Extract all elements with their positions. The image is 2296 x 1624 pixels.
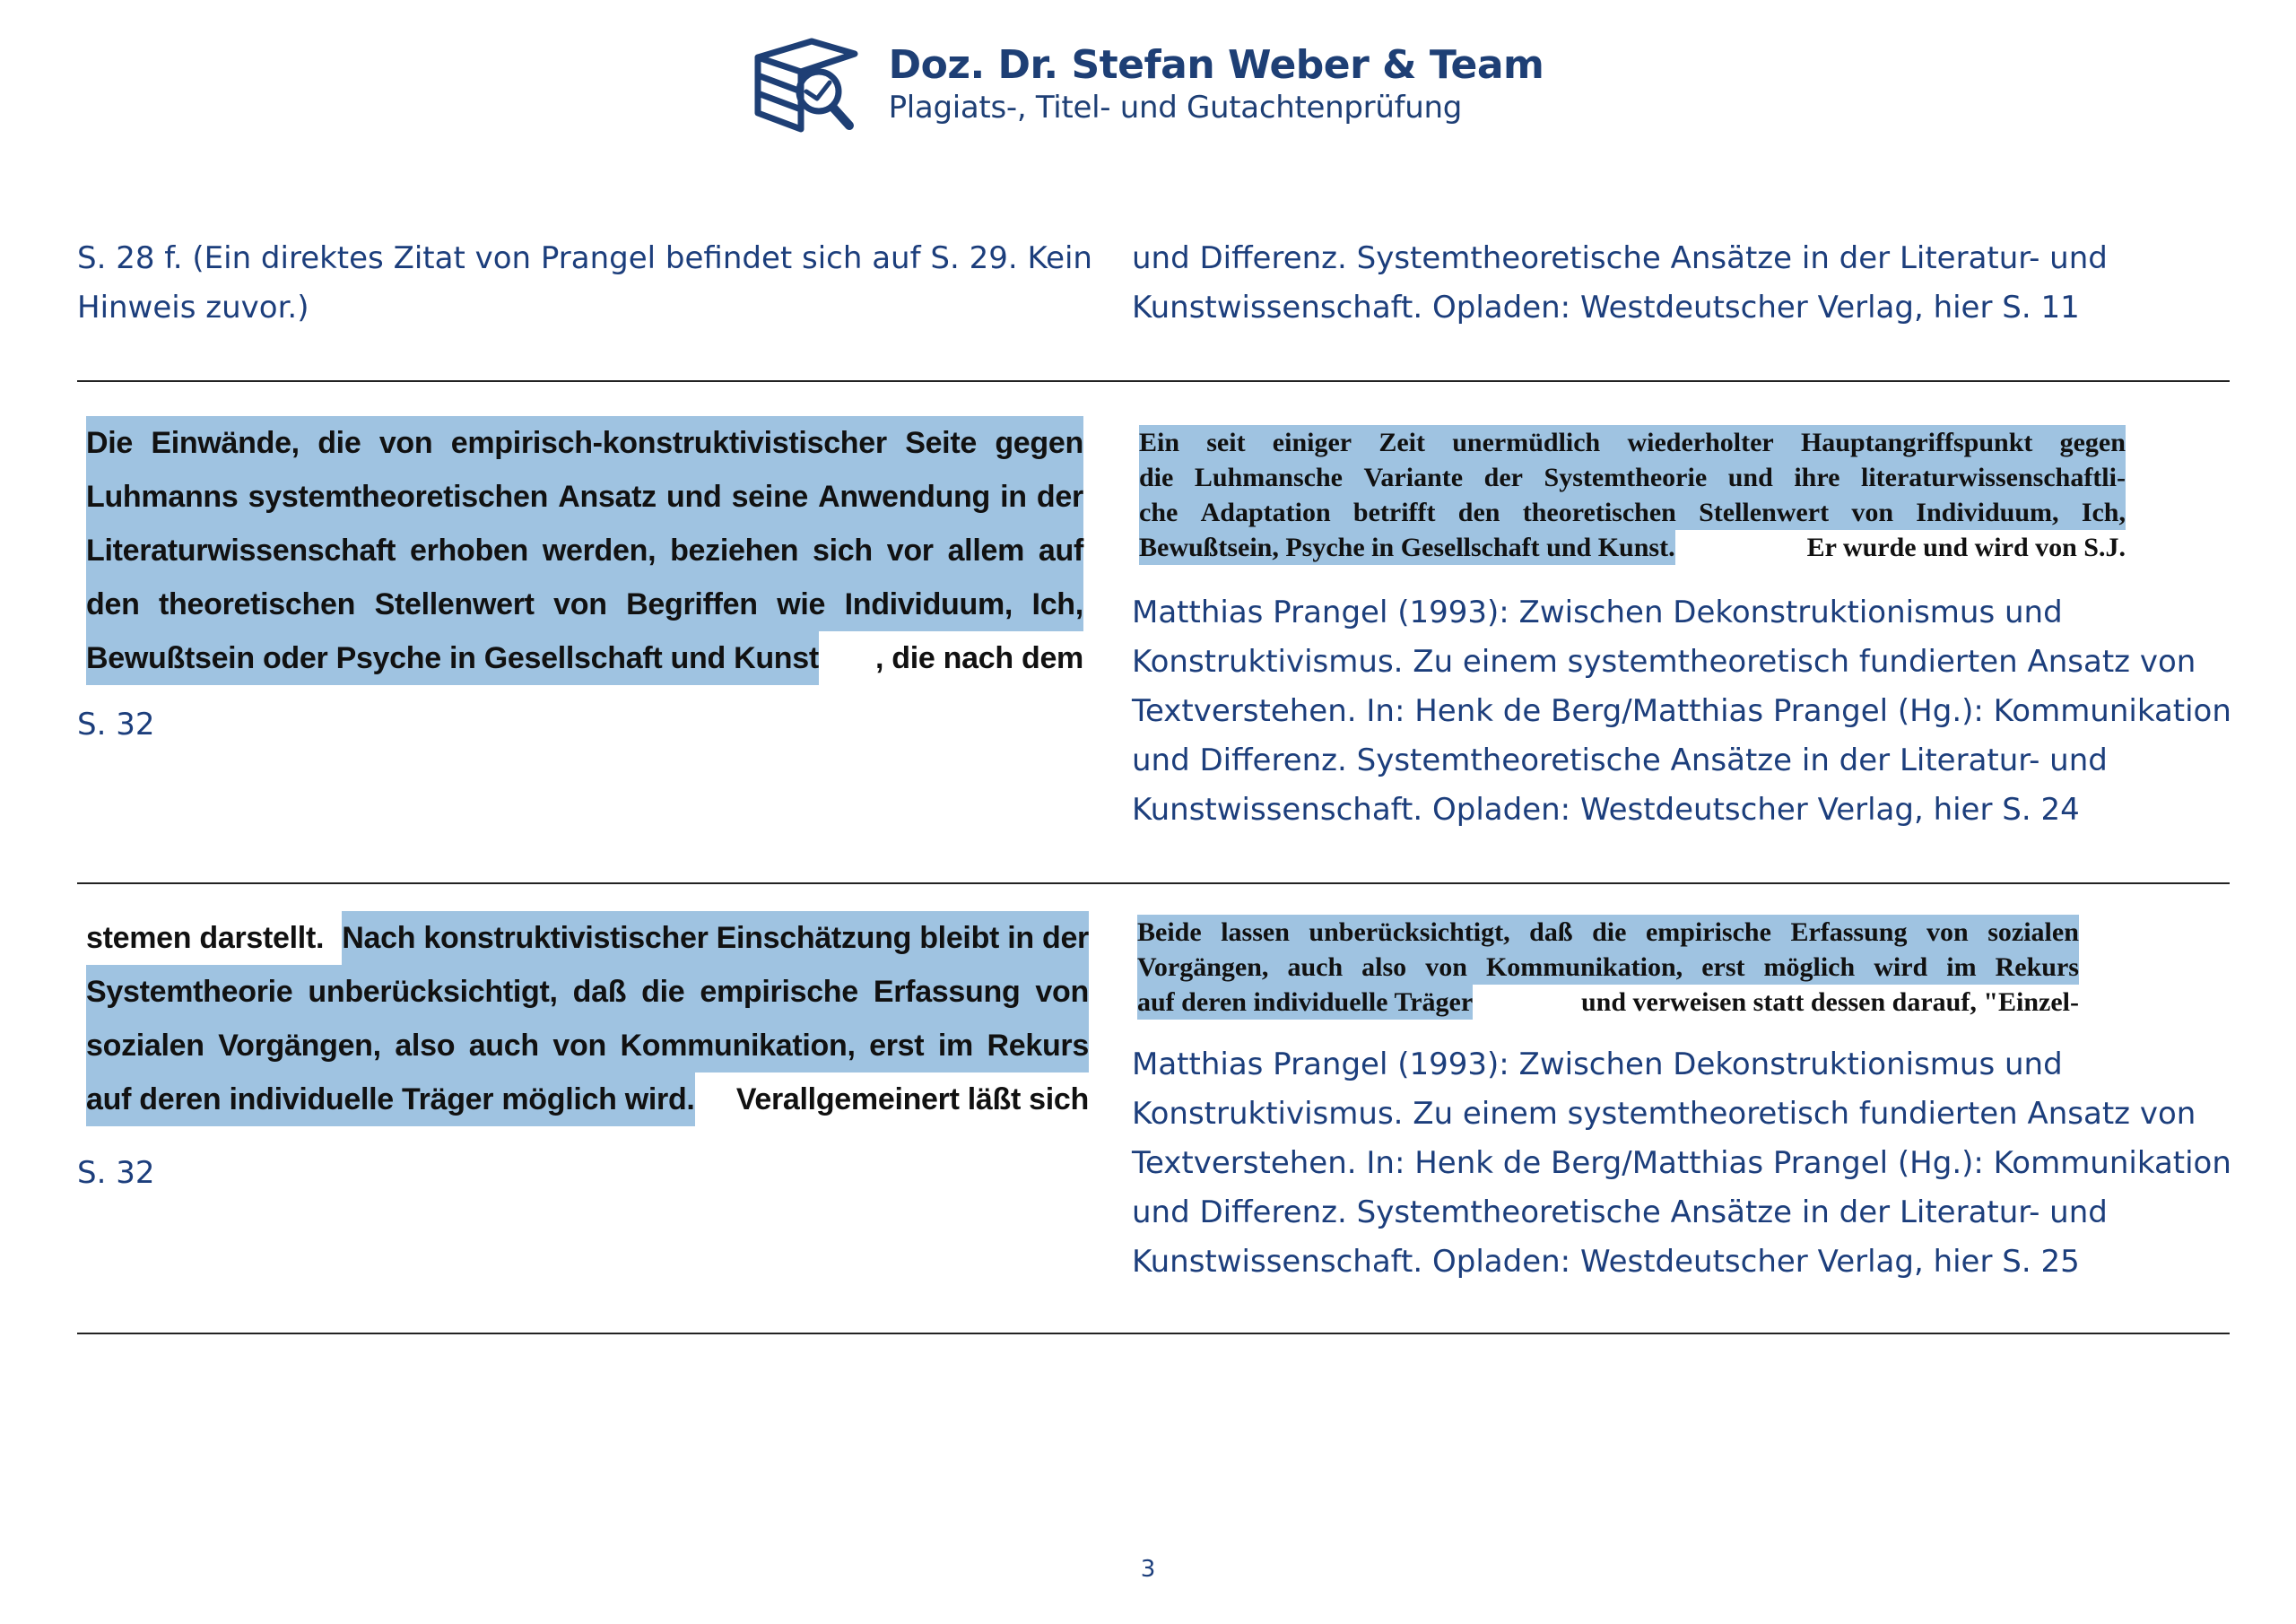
row2-left-scan-excerpt <box>86 416 1083 685</box>
book-magnifier-logo-icon <box>752 36 862 135</box>
scan-line: Bewußtsein, Psyche in Gesellschaft und Kunst. Er wurde und wird von S.J. <box>1139 530 2126 565</box>
brand-block <box>889 43 1544 126</box>
scan-line: Die Einwände, die von empirisch-konstruktivistischer Seite gegen <box>86 416 1083 470</box>
row3-right-scan-excerpt <box>1137 915 2079 1020</box>
scan-line: stemen darstellt. Nach konstruktivistischer Einschätzung bleibt in der <box>86 911 1089 965</box>
row3-left-page-ref: S. 32 <box>77 1155 155 1191</box>
brand-title: Doz. Dr. Stefan Weber & Team <box>888 42 1544 89</box>
row1-left-reference: S. 28 f. (Ein direktes Zitat von Prangel befindet sich auf S. 29. Kein Hinweis zuvor.) <box>77 240 1092 326</box>
scan-line: den theoretischen Stellenwert von Begriffen wie Individuum, Ich, <box>86 578 1083 631</box>
scan-line: Vorgängen, auch also von Kommunikation, erst möglich wird im Rekurs <box>1137 950 2079 985</box>
brand-subtitle: Plagiats-, Titel- und Gutachtenprüfung <box>888 90 1463 126</box>
row-divider <box>77 1333 2230 1334</box>
row2-right-scan-excerpt <box>1139 425 2126 565</box>
scan-line: Beide lassen unberücksichtigt, daß die empirische Erfassung von sozialen <box>1137 915 2079 950</box>
row2-right-reference: Matthias Prangel (1993): Zwischen Dekonstruktionismus und Konstruktivismus. Zu einem systemtheoretisch fundierten Ansatz von Textverstehen. In: Henk de Berg/Matthias Prangel (Hg.): Kommunikation und Differenz. Systemtheoretische Ansätze in der Literatur- und Kunstwissenschaft. Opladen: Westdeutscher Verlag, hier S. 24 <box>1132 595 2231 828</box>
row-divider <box>77 882 2230 884</box>
row3-right-reference: Matthias Prangel (1993): Zwischen Dekonstruktionismus und Konstruktivismus. Zu einem systemtheoretisch fundierten Ansatz von Textverstehen. In: Henk de Berg/Matthias Prangel (Hg.): Kommunikation und Differenz. Systemtheoretische Ansätze in der Literatur- und Kunstwissenschaft. Opladen: Westdeutscher Verlag, hier S. 25 <box>1132 1046 2231 1280</box>
scan-line: die Luhmansche Variante der Systemtheorie und ihre literaturwissenschaftli- <box>1139 460 2126 495</box>
scan-line: Literaturwissenschaft erhoben werden, beziehen sich vor allem auf <box>86 524 1083 578</box>
scan-line: che Adaptation betrifft den theoretischen Stellenwert von Individuum, Ich, <box>1139 495 2126 530</box>
scan-line: Ein seit einiger Zeit unermüdlich wiederholter Hauptangriffspunkt gegen <box>1139 425 2126 460</box>
page-number: 3 <box>1140 1556 1156 1583</box>
row-divider <box>77 380 2230 382</box>
row3-left-scan-excerpt <box>86 911 1089 1126</box>
scan-line: auf deren individuelle Träger und verweisen statt dessen darauf, "Einzel- <box>1137 985 2079 1020</box>
scan-line: Bewußtsein oder Psyche in Gesellschaft und Kunst , die nach dem <box>86 631 1083 685</box>
page-header <box>0 36 2296 135</box>
scan-line: auf deren individuelle Träger möglich wird. Verallgemeinert läßt sich <box>86 1073 1089 1126</box>
scan-line: sozialen Vorgängen, also auch von Kommunikation, erst im Rekurs <box>86 1019 1089 1073</box>
row1-right-reference: und Differenz. Systemtheoretische Ansätze in der Literatur- und Kunstwissenschaft. Opladen: Westdeutscher Verlag, hier S. 11 <box>1132 240 2108 326</box>
scan-line: Luhmanns systemtheoretischen Ansatz und seine Anwendung in der <box>86 470 1083 524</box>
scan-line: Systemtheorie unberücksichtigt, daß die empirische Erfassung von <box>86 965 1089 1019</box>
row2-left-page-ref: S. 32 <box>77 707 155 743</box>
